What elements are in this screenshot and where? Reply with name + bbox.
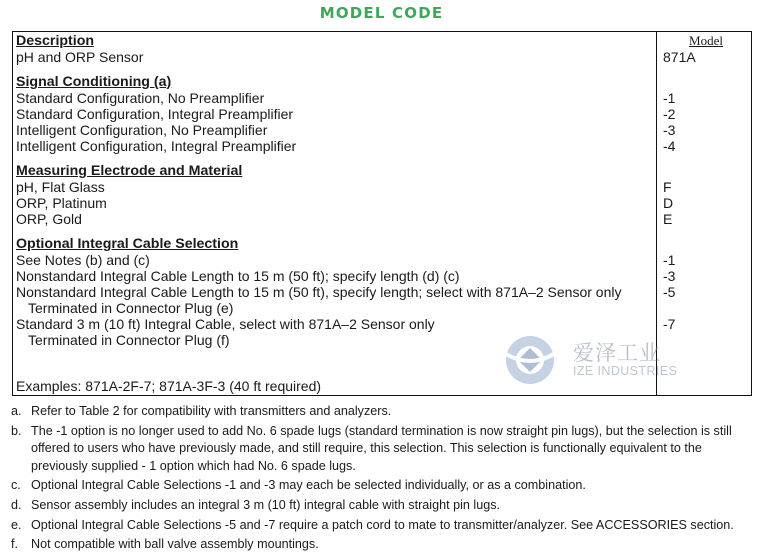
table-row-code: -7: [663, 316, 676, 332]
footnote-text: Optional Integral Cable Selections -5 and -7 require a patch cord to mate to transmitter/analyzer. See ACCESSORIES section.: [31, 517, 734, 532]
table-row-text: Nonstandard Integral Cable Length to 15 m (50 ft); specify length (d) (c): [16, 268, 460, 284]
page-title: MODEL CODE: [319, 4, 444, 22]
table-row-text: Standard Configuration, No Preamplifier: [16, 90, 265, 106]
table-row-continuation: Terminated in Connector Plug (e): [28, 300, 234, 316]
table-row-text: ORP, Platinum: [16, 195, 107, 211]
table-row-code: F: [663, 179, 672, 195]
watermark-logo: [504, 334, 678, 386]
table-row-code: -4: [663, 138, 676, 154]
watermark-english-text: IZE INDUSTRIES: [573, 364, 678, 378]
section-header-cable-selection: Optional Integral Cable Selection: [16, 236, 239, 252]
footnotes: [11, 403, 756, 554]
footnote-label: a.: [11, 404, 22, 418]
ize-logo-icon: [504, 334, 560, 386]
section-header-electrode: Measuring Electrode and Material: [16, 163, 243, 179]
footnote-label: f.: [11, 537, 18, 552]
table-row-code: D: [663, 195, 674, 211]
footnote-text: Optional Integral Cable Selections -1 and -3 may each be selected individually, or as a combination.: [31, 478, 586, 493]
table-row-text: See Notes (b) and (c): [16, 252, 150, 268]
footnote-label: b.: [11, 423, 22, 438]
table-row-code: -2: [663, 106, 676, 122]
watermark-chinese-text: 爱泽工业: [573, 341, 661, 365]
table-row-text: ORP, Gold: [16, 211, 82, 227]
examples-text: Examples: 871A-2F-7; 871A-3F-3 (40 ft required): [16, 378, 322, 394]
footnote-a: [11, 403, 756, 421]
footnote-label: d.: [11, 497, 22, 512]
table-row-code: -1: [663, 90, 676, 106]
model-column-header: Model: [689, 33, 723, 48]
table-row-code: -1: [663, 252, 676, 268]
section-header-signal-conditioning: Signal Conditioning (a): [16, 74, 172, 90]
table-row-text: pH and ORP Sensor: [16, 49, 144, 65]
table-row-text: Intelligent Configuration, No Preamplifier: [16, 122, 268, 138]
table-row-text: pH, Flat Glass: [16, 179, 105, 195]
table-row-continuation: Terminated in Connector Plug (f): [28, 332, 230, 348]
footnote-e: [11, 517, 756, 535]
footnote-text: Sensor assembly includes an integral 3 m (10 ft) integral cable with straight pin lugs.: [31, 497, 501, 512]
footnote-label: e.: [11, 517, 22, 532]
table-row-text: Nonstandard Integral Cable Length to 15 m (50 ft), specify length; select with 871A–2 Sensor only: [16, 284, 622, 300]
table-row-text: Intelligent Configuration, Integral Preamplifier: [16, 138, 297, 154]
table-row-code: 871A: [663, 49, 696, 65]
table-row-code: -3: [663, 268, 676, 284]
footnote-c: [11, 477, 756, 495]
table-row-code: -5: [663, 284, 676, 300]
footnote-text: The -1 option is no longer used to add No. 6 spade lugs (standard termination is now straight pin lugs), but the selection is still offered to users who have previously made, and still require, this selection. This selection is functionally equivalent to the previously supplied - 1 option which had No. 6 spade lugs.: [31, 423, 732, 473]
footnote-text: Refer to Table 2 for compatibility with transmitters and analyzers.: [31, 404, 392, 418]
table-row-code: E: [663, 211, 673, 227]
footnote-b: [11, 423, 756, 476]
table-row-code: -3: [663, 122, 676, 138]
section-header-description: Description: [16, 33, 95, 49]
footnote-d: [11, 497, 756, 515]
footnote-f: [11, 536, 756, 554]
table-row-text: Standard Configuration, Integral Preamplifier: [16, 106, 294, 122]
footnote-text: Not compatible with ball valve assembly mountings.: [31, 537, 319, 552]
table-row-text: Standard 3 m (10 ft) Integral Cable, select with 871A–2 Sensor only: [16, 316, 435, 332]
footnote-label: c.: [11, 478, 21, 493]
